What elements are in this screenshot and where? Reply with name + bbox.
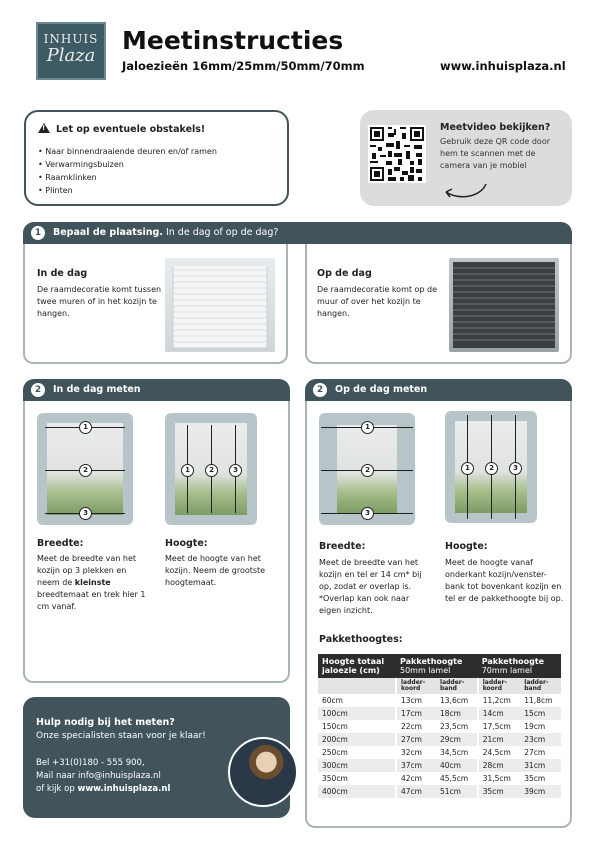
table-cell: 13,6cm: [436, 694, 478, 707]
step1-header: [23, 222, 572, 244]
subheader: ladder-koord: [478, 678, 521, 694]
subheader: ladder-koord: [396, 678, 436, 694]
table-cell: 40cm: [436, 759, 478, 772]
step2b-header: [305, 379, 572, 401]
brand-logo: [36, 22, 106, 80]
table-cell: 27cm: [396, 733, 436, 746]
marker-1: 1: [361, 421, 374, 434]
step-number: 2: [313, 383, 327, 397]
marker-1: 1: [181, 464, 194, 477]
table-cell: 39cm: [520, 785, 561, 798]
step2a-header: [23, 379, 290, 401]
marker-1: 1: [79, 421, 92, 434]
op-de-dag-text: De raamdecoratie komt op de muur of over het kozijn te hangen.: [317, 285, 438, 318]
help-contact: [36, 757, 170, 796]
web-link[interactable]: www.inhuisplaza.nl: [77, 784, 171, 794]
website-link[interactable]: www.inhuisplaza.nl: [440, 59, 566, 73]
table-cell: 45,5cm: [436, 772, 478, 785]
table-cell: 11,2cm: [478, 694, 521, 707]
table-cell: 400cm: [318, 785, 396, 798]
table-row: [318, 772, 561, 785]
marker-2: 2: [361, 464, 374, 477]
step-number: 1: [31, 226, 45, 240]
table-cell: 35cm: [478, 785, 521, 798]
table-cell: 15cm: [520, 707, 561, 720]
table-row: [318, 746, 561, 759]
table-cell: 32cm: [396, 746, 436, 759]
step-number: 2: [31, 383, 45, 397]
list-item: • Naar binnendraaiende deuren en/of ramen: [38, 145, 217, 158]
step1-bold: Bepaal de plaatsing.: [53, 227, 163, 238]
table-cell: 31cm: [520, 759, 561, 772]
web-line: of kijk op www.inhuisplaza.nl: [36, 784, 171, 794]
table-cell: 14cm: [478, 707, 521, 720]
marker-3: 3: [79, 507, 92, 520]
op-de-dag-title: Op de dag: [317, 268, 372, 279]
height-text: Meet de hoogte van het kozijn. Neem de grootste hoogtemaat.: [165, 554, 266, 587]
support-avatar: [228, 737, 298, 807]
table-cell: 24,5cm: [478, 746, 521, 759]
marker-2: 2: [205, 464, 218, 477]
window-width-diagram: [319, 413, 415, 525]
table-header: Pakkethoogte 50mm lamel: [396, 654, 478, 678]
white-blind-photo: [165, 258, 275, 352]
window-width-diagram: [37, 413, 133, 525]
table-cell: 28cm: [478, 759, 521, 772]
table-cell: 17cm: [396, 707, 436, 720]
marker-1: 1: [461, 462, 474, 475]
table-caption: Pakkethoogtes:: [319, 634, 403, 645]
in-de-dag-card: [23, 244, 288, 364]
table-row: [318, 707, 561, 720]
in-de-dag-text: De raamdecoratie komt tussen twee muren of in het kozijn te hangen.: [37, 285, 162, 318]
page-title: Meetinstructies: [122, 26, 344, 55]
table-cell: 60cm: [318, 694, 396, 707]
table-cell: 37cm: [396, 759, 436, 772]
list-item: • Verwarmingsbuizen: [38, 158, 217, 171]
height-title: Hoogte:: [445, 541, 488, 552]
table-cell: 200cm: [318, 733, 396, 746]
table-cell: 35cm: [520, 772, 561, 785]
warning-icon: [38, 123, 50, 133]
table-cell: 150cm: [318, 720, 396, 733]
step2a-label: In de dag meten: [53, 384, 141, 395]
obstacles-box: [24, 110, 289, 206]
table-cell: 42cm: [396, 772, 436, 785]
table-cell: 23cm: [520, 733, 561, 746]
width-text: Meet de breedte van het kozijn en tel er 14 cm* bij op, zodat er overlap is. *Overlap kan ook naar eigen inzicht.: [319, 558, 422, 615]
table-cell: 11,8cm: [520, 694, 561, 707]
table-row: [318, 785, 561, 798]
table-cell: 47cm: [396, 785, 436, 798]
phone-link[interactable]: Bel +31(0)180 - 555 900,: [36, 758, 145, 768]
table-header: Pakkethoogte 70mm lamel: [478, 654, 561, 678]
table-cell: 17,5cm: [478, 720, 521, 733]
table-cell: 34,5cm: [436, 746, 478, 759]
obstacles-list: [38, 145, 217, 197]
table-cell: 29cm: [436, 733, 478, 746]
marker-2: 2: [79, 464, 92, 477]
height-title: Hoogte:: [165, 538, 208, 549]
subheader: ladder-band: [436, 678, 478, 694]
mail-link[interactable]: Mail naar info@inhuisplaza.nl: [36, 771, 161, 781]
list-item: • Plinten: [38, 184, 217, 197]
table-cell: 22cm: [396, 720, 436, 733]
video-text: Gebruik deze QR code door hem te scannen met de camera van je mobiel: [440, 137, 551, 170]
table-cell: 18cm: [436, 707, 478, 720]
op-de-dag-card: [305, 244, 572, 364]
marker-3: 3: [229, 464, 242, 477]
package-height-table: [318, 654, 561, 798]
table-header: Hoogte totaal jaloezie (cm): [318, 654, 396, 678]
table-cell: 13cm: [396, 694, 436, 707]
help-text: Onze specialisten staan voor je klaar!: [36, 731, 206, 741]
width-text: Meet de breedte van het kozijn op 3 plekken en neem de kleinste breedtemaat en trek hier 1 cm vanaf.: [37, 554, 146, 611]
page-subtitle: Jaloezieën 16mm/25mm/50mm/70mm: [122, 59, 365, 73]
table-cell: 27cm: [520, 746, 561, 759]
help-box: [23, 697, 290, 818]
table-cell: 23,5cm: [436, 720, 478, 733]
in-de-dag-title: In de dag: [37, 268, 88, 279]
window-height-diagram: [445, 411, 537, 523]
dark-blind-photo: [449, 258, 559, 352]
video-heading: Meetvideo bekijken?: [440, 122, 551, 133]
table-row: [318, 720, 561, 733]
height-text: Meet de hoogte vanaf onderkant kozijn/venster-bank tot bovenkant kozijn en tel er de pakkethoogte bij op.: [445, 558, 564, 603]
step1-area: [23, 244, 572, 364]
width-title: Breedte:: [319, 541, 366, 552]
curved-arrow-icon: [440, 178, 492, 202]
marker-3: 3: [361, 507, 374, 520]
logo-text-bottom: Plaza: [46, 45, 96, 66]
list-item: • Raamklinken: [38, 171, 217, 184]
video-box: [360, 110, 572, 206]
subheader: ladder-band: [520, 678, 561, 694]
table-cell: 350cm: [318, 772, 396, 785]
table-cell: 100cm: [318, 707, 396, 720]
marker-2: 2: [485, 462, 498, 475]
table-row: [318, 733, 561, 746]
obstacles-heading: !Let op eventuele obstakels!: [38, 123, 205, 135]
qr-code[interactable]: [368, 125, 426, 183]
step1-rest: In de dag of op de dag?: [162, 227, 279, 238]
step2b-label: Op de dag meten: [335, 384, 428, 395]
table-row: [318, 759, 561, 772]
window-height-diagram: [165, 413, 257, 525]
table-cell: 21cm: [478, 733, 521, 746]
table-cell: 300cm: [318, 759, 396, 772]
table-cell: 19cm: [520, 720, 561, 733]
logo-text-top: INHUIS: [43, 32, 99, 46]
help-heading: Hulp nodig bij het meten?: [36, 717, 175, 728]
width-title: Breedte:: [37, 538, 84, 549]
table-cell: 250cm: [318, 746, 396, 759]
step2a-panel: [23, 401, 290, 683]
table-cell: 31,5cm: [478, 772, 521, 785]
marker-3: 3: [509, 462, 522, 475]
table-row: [318, 694, 561, 707]
table-cell: 51cm: [436, 785, 478, 798]
